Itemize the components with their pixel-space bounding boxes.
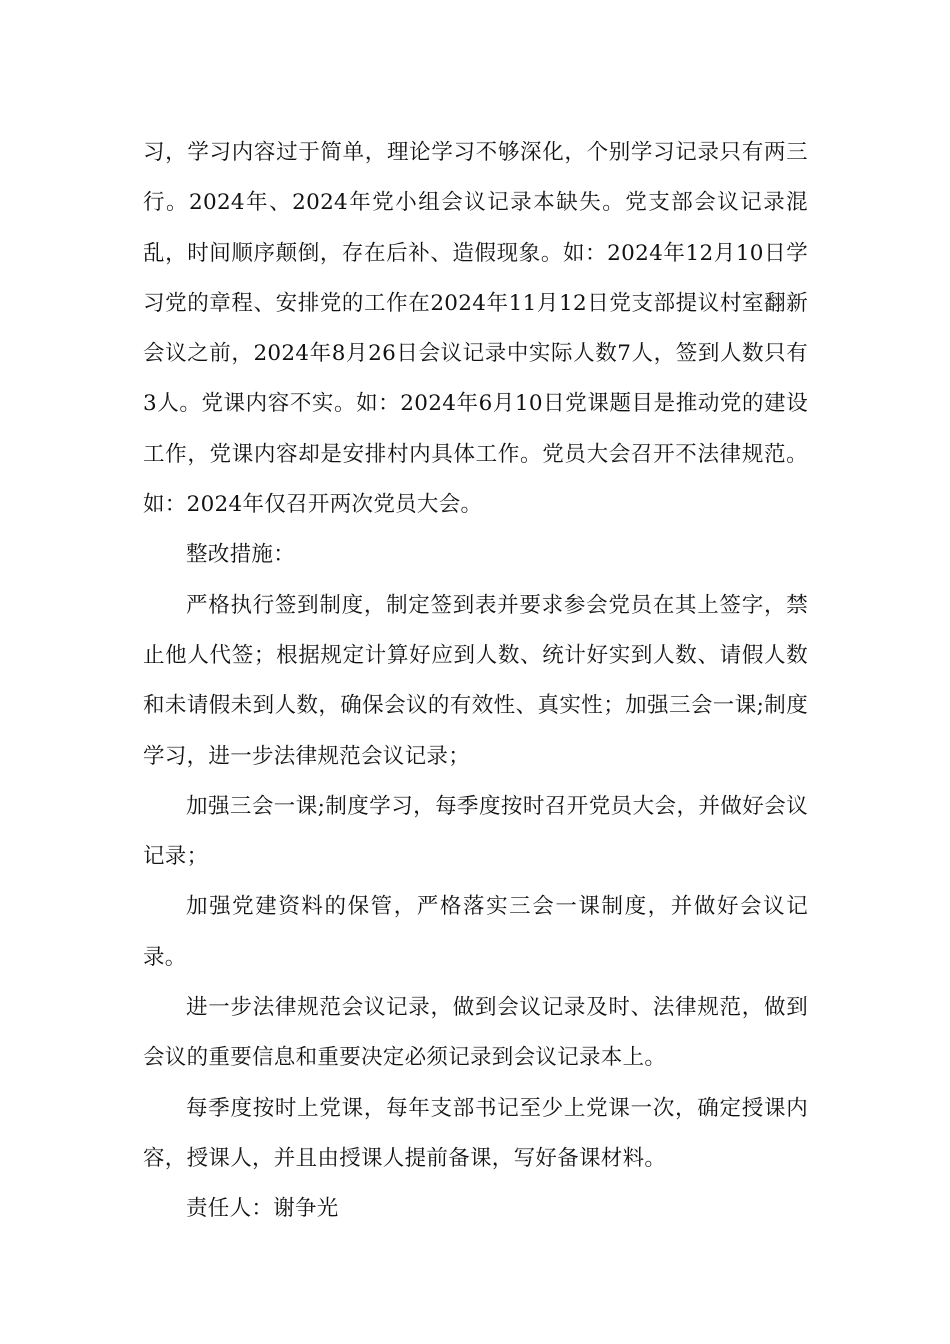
paragraph-standardize-records: 进一步法律规范会议记录，做到会议记录及时、法律规范，做到会议的重要信息和重要决定必须记录到会议记录本上。 xyxy=(143,995,808,1071)
paragraph-quarterly-meeting: 加强三会一课;制度学习，每季度按时召开党员大会，并做好会议记录； xyxy=(143,793,808,870)
paragraph-sign-in-system: 严格执行签到制度，制定签到表并要求参会党员在其上签字，禁止他人代签；根据规定计算好应到人数、统计好实到人数、请假人数和未请假未到人数，确保会议的有效性、真实性；加强三会一课;制度学习，进一步法律规范会议记录； xyxy=(143,592,808,769)
paragraph-problem-description: 习，学习内容过于简单，理论学习不够深化，个别学习记录只有两三行。2024年、2024年党小组会议记录本缺失。党支部会议记录混乱，时间顺序颠倒，存在后补、造假现象。如：2024年12月10日学习党的章程、安排党的工作在2024年11月12日党支部提议村室翻新会议之前，2024年8月26日会议记录中实际人数7人，签到人数只有3人。党课内容不实。如：2024年6月10日党课题目是推动党的建设工作，党课内容却是安排村内具体工作。党员大会召开不法律规范。如：2024年仅召开两次党员大会。 xyxy=(143,140,808,518)
document-body xyxy=(143,128,808,1235)
paragraph-responsible-person: 责任人：谢争光 xyxy=(186,1196,339,1222)
paragraph-party-lessons: 每季度按时上党课，每年支部书记至少上党课一次，确定授课内容，授课人，并且由授课人提前备课，写好备课材料。 xyxy=(143,1095,808,1171)
paragraph-rectification-heading: 整改措施： xyxy=(186,542,296,568)
paragraph-archive-keeping: 加强党建资料的保管，严格落实三会一课制度，并做好会议记录。 xyxy=(143,894,808,970)
